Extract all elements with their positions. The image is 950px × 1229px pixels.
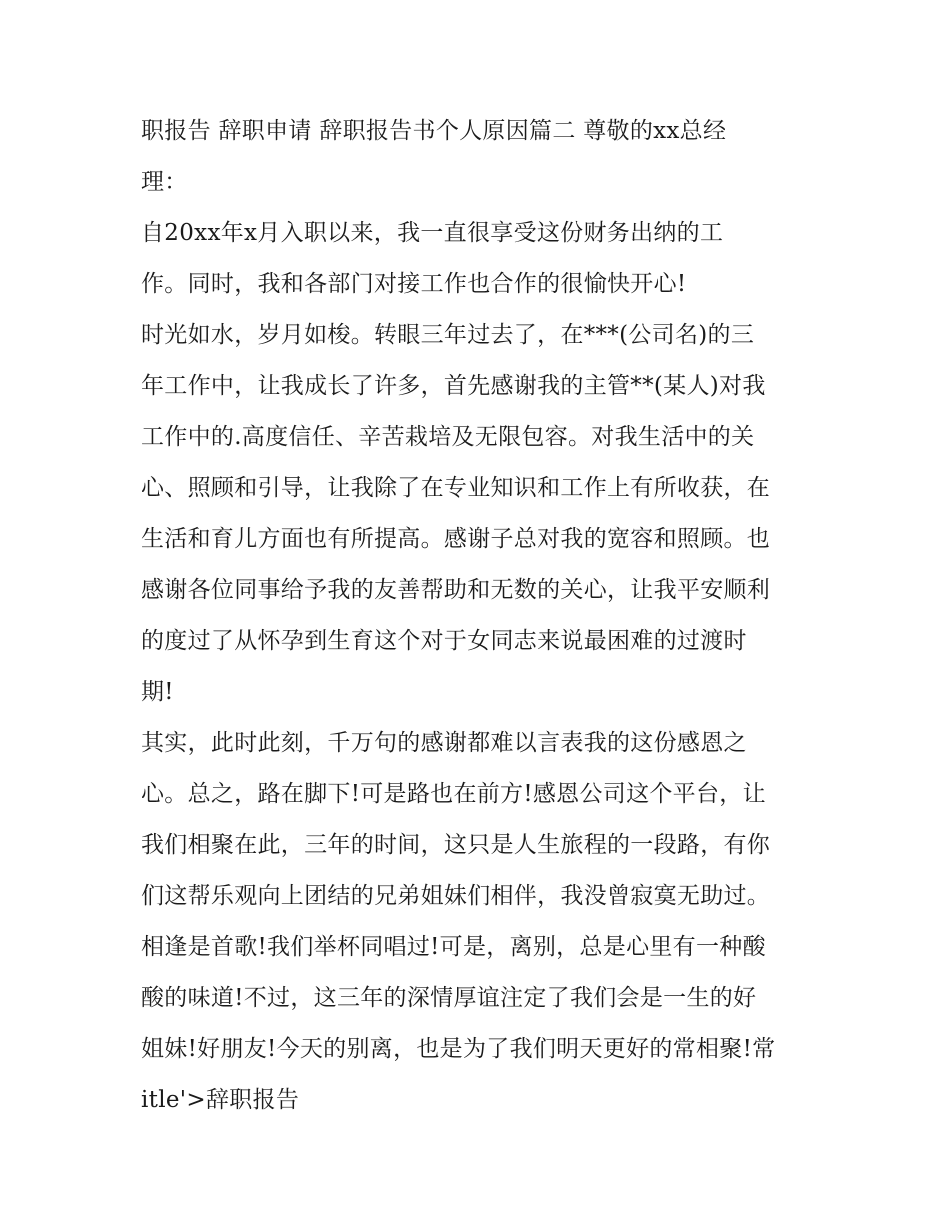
- text-line: itle'>辞职报告: [141, 1087, 300, 1113]
- text-line: 自20xx年x月入职以来，我一直很享受这份财务出纳的工: [141, 220, 724, 246]
- text-line: 们这帮乐观向上团结的兄弟姐妹们相伴，我没曾寂寞无助过。: [141, 883, 771, 909]
- text-line: 我们相聚在此，三年的时间，这只是人生旅程的一段路，有你: [141, 832, 771, 858]
- text-line: 的度过了从怀孕到生育这个对于女同志来说最困难的过渡时: [141, 628, 747, 654]
- text-line: 工作中的.高度信任、辛苦栽培及无限包容。对我生活中的关: [141, 424, 755, 450]
- text-line: 时光如水，岁月如梭。转眼三年过去了，在***(公司名)的三: [141, 322, 755, 348]
- text-line: 理：: [141, 169, 188, 195]
- text-line: 作。同时，我和各部门对接工作也合作的很愉快开心!: [141, 271, 687, 297]
- text-line: 酸的味道!不过，这三年的深情厚谊注定了我们会是一生的好: [141, 985, 757, 1011]
- text-line: 心。总之，路在脚下!可是路也在前方!感恩公司这个平台，让: [141, 781, 766, 807]
- text-line: 姐妹!好朋友!今天的别离，也是为了我们明天更好的常相聚!常: [141, 1036, 776, 1062]
- text-line: 其实，此时此刻，千万句的感谢都难以言表我的这份感恩之: [141, 730, 747, 756]
- text-line: 心、照顾和引导，让我除了在专业知识和工作上有所收获，在: [141, 475, 771, 501]
- text-line: 相逢是首歌!我们举杯同唱过!可是，离别，总是心里有一种酸: [141, 934, 766, 960]
- text-line: 生活和育儿方面也有所提高。感谢子总对我的宽容和照顾。也: [141, 526, 771, 552]
- letter-body: [141, 106, 821, 1126]
- text-line: 年工作中，让我成长了许多，首先感谢我的主管**(某人)对我: [141, 373, 766, 399]
- text-line: 职报告 辞职申请 辞职报告书个人原因篇二 尊敬的xx总经: [141, 118, 727, 144]
- text-line: 感谢各位同事给予我的友善帮助和无数的关心，让我平安顺利: [141, 577, 771, 603]
- text-line: 期!: [141, 679, 174, 705]
